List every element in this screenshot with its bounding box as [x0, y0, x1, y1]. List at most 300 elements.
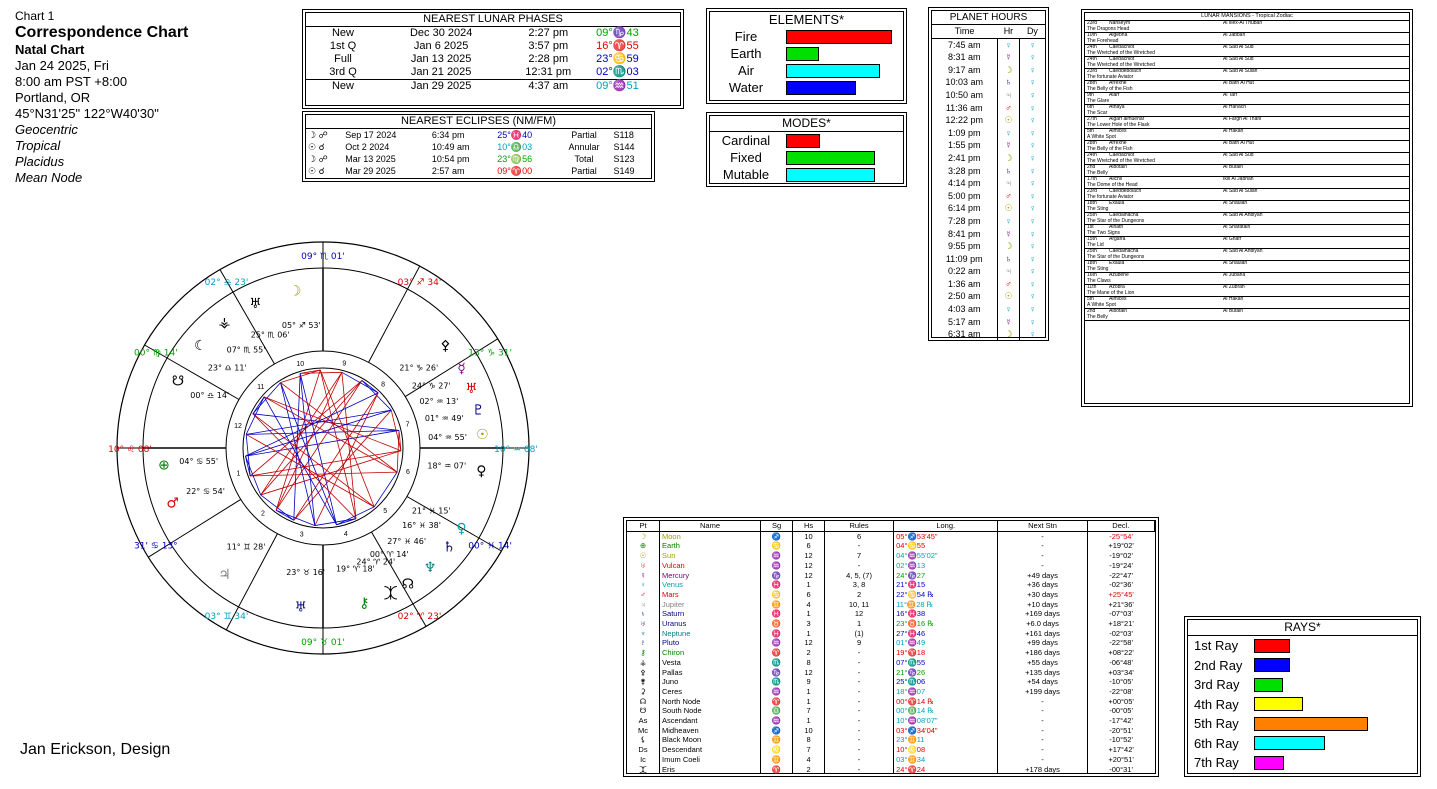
element-bar: [786, 81, 856, 95]
mansion-arabic: Al Sad Al Sud: [1223, 44, 1254, 50]
planet-name: Mars: [660, 590, 761, 600]
element-label: Air: [738, 63, 754, 78]
planet-symbol: Ic: [627, 755, 660, 765]
planet-rules: -: [824, 668, 893, 678]
planet-hour-row: [932, 240, 1045, 253]
planet-next-station: +55 days: [998, 658, 1087, 668]
mansion-name: Nahseym: [1109, 20, 1131, 26]
planet-longitude: 23°♉16 ℞: [894, 619, 998, 629]
planet-sign: ♋: [761, 541, 793, 551]
planet-row: [627, 600, 1155, 610]
day-ruler: ♀: [1029, 127, 1037, 138]
planet-declination: -00°05': [1109, 706, 1133, 716]
mansion-number: 17th: [1087, 176, 1097, 182]
planet-symbol: ⊕: [627, 541, 660, 551]
planet-rules: 3, 8: [824, 580, 893, 590]
planet-hour-row: [932, 290, 1045, 303]
ray-bar-cell: [1248, 656, 1374, 676]
planet-next-station: +49 days: [998, 571, 1087, 581]
planet-next-station: -: [998, 551, 1087, 561]
eclipse-type: Partial: [571, 130, 597, 140]
planet-sign: ♓: [761, 629, 793, 639]
planet-hours-title: PLANET HOURS: [932, 11, 1045, 25]
mansion-description: The Belly: [1087, 313, 1108, 320]
planet-rules: 6: [824, 531, 893, 541]
mansion-description: The fortunate Aviator: [1087, 73, 1134, 80]
planet-longitude: 10°♌08: [894, 745, 998, 755]
hour-time: 1:55 pm: [932, 139, 997, 152]
planet-position-label: 19° ♈ 18': [335, 564, 375, 574]
planet-next-station: +6.0 days: [998, 619, 1087, 629]
planet-row: [627, 697, 1155, 707]
eclipses-table: [306, 129, 651, 177]
chart-title: Correspondence Chart: [15, 24, 189, 41]
planet-name: Juno: [660, 677, 761, 687]
planet-position-label: 00° ♎ 14': [190, 391, 230, 401]
planet-symbol: ♆: [627, 629, 660, 639]
element-row: [710, 62, 896, 79]
planet-rules: 2: [824, 590, 893, 600]
mansion-description: The Belly of the Fish: [1087, 145, 1133, 152]
planet-next-station: -: [998, 726, 1087, 736]
mansion-description: The Wretched of the Wretched: [1087, 157, 1155, 164]
eclipse-row: [306, 129, 651, 141]
planet-house: 12: [793, 551, 825, 561]
planet-symbol: ☊: [627, 697, 660, 707]
house-number: 8: [381, 381, 385, 389]
planet-declination: -19°02': [1109, 551, 1133, 561]
planet-row: [627, 638, 1155, 648]
cusp-label: 00° ♓ 14': [468, 541, 512, 552]
planet-house: 7: [793, 706, 825, 716]
mansion-arabic: Al Tarf: [1223, 92, 1238, 98]
mode-label: Cardinal: [721, 133, 771, 148]
lunar-phases-table: [306, 27, 680, 93]
planet-longitude: 25°♏06: [894, 677, 998, 687]
day-ruler: ♀: [1029, 228, 1037, 239]
planet-next-station: -: [998, 745, 1087, 755]
planet-row: [627, 571, 1155, 581]
hour-ruler: ♄: [997, 165, 1020, 178]
phase-position: 09°♒51: [596, 80, 639, 92]
cusp-label: 00° ♍ 14': [134, 348, 178, 359]
planet-name: Sun: [660, 551, 761, 561]
planet-rules: (1): [824, 629, 893, 639]
mansion-arabic: Al Sad Al Sulah: [1223, 188, 1258, 194]
planet-hour-row: [932, 102, 1045, 115]
planet-position-label: 24° ♑ 27': [411, 381, 451, 391]
planet-house: 2: [793, 648, 825, 658]
planet-rules: -: [824, 561, 893, 571]
mansion-name: Arrexhe: [1109, 80, 1127, 86]
planet-row: [627, 765, 1155, 775]
element-row: [710, 28, 896, 45]
planet-glyph: ♀: [456, 521, 467, 537]
planet-row: [627, 609, 1155, 619]
planet-house: 8: [793, 658, 825, 668]
house-number: 9: [342, 360, 347, 368]
mansion-name: Arrexhe: [1109, 140, 1127, 146]
mansion-number: 23rd: [1087, 20, 1098, 26]
planet-row: [627, 619, 1155, 629]
planet-next-station: -: [998, 735, 1087, 745]
planets-table-panel: [626, 520, 1156, 774]
mansion-arabic: Al Sad Al Sulah: [1223, 68, 1258, 74]
planet-hour-row: [932, 215, 1045, 228]
ray-label: 5th Ray: [1194, 716, 1239, 731]
planet-symbol: As: [627, 716, 660, 726]
house-number: 11: [257, 383, 265, 391]
hour-ruler: ☉: [997, 202, 1020, 215]
planet-rules: -: [824, 658, 893, 668]
planet-name: Pallas: [660, 668, 761, 678]
planet-house: 1: [793, 580, 825, 590]
lunar-phase-row: [306, 40, 680, 53]
planet-hours-col-header: Hr: [1003, 26, 1014, 36]
day-ruler: ♀: [1029, 241, 1037, 252]
planet-longitude: 02°♒13: [894, 561, 998, 571]
eclipse-row: [306, 141, 651, 153]
planet-name: Eris: [660, 765, 761, 775]
planet-rules: -: [824, 697, 893, 707]
mode-label: Mutable: [722, 167, 770, 182]
element-bar-cell: [782, 28, 896, 45]
hour-time: 4:14 pm: [932, 177, 997, 190]
hour-ruler: ♀: [997, 127, 1020, 140]
planet-name: Neptune: [660, 629, 761, 639]
chart-number: Chart 1: [15, 9, 55, 23]
eclipse-saros: S123: [613, 154, 635, 164]
element-label: Water: [728, 80, 764, 95]
planet-longitude: 19°♈18: [894, 648, 998, 658]
mansion-number: 10th: [1087, 32, 1097, 38]
eclipse-saros: S144: [613, 142, 635, 152]
planet-symbol: Mc: [627, 726, 660, 736]
mansion-number: 23rd: [1087, 68, 1098, 74]
ray-bar-cell: [1248, 636, 1374, 656]
hour-time: 11:09 pm: [932, 253, 997, 266]
planet-name: Imum Coeli: [660, 755, 761, 765]
planet-rules: 12: [824, 609, 893, 619]
planet-symbol: ⚵: [627, 677, 660, 687]
planet-next-station: +186 days: [998, 648, 1087, 658]
planet-name: Moon: [660, 531, 761, 541]
mansion-description: The Two Signs: [1087, 229, 1120, 236]
element-bar: [786, 30, 892, 44]
planet-declination: -22°08': [1109, 686, 1133, 696]
hour-time: 8:31 am: [932, 51, 997, 64]
planet-hour-row: [932, 114, 1045, 127]
natal-chart-wheel: [105, 236, 541, 660]
cusp-label: 09° ♏ 01': [301, 252, 345, 262]
eclipse-symbol: ☉ ☌: [308, 142, 325, 152]
mansion-name: Azobra: [1109, 284, 1125, 290]
mode-row: [710, 132, 879, 149]
eclipse-type: Annular: [568, 142, 600, 152]
ray-row: [1188, 734, 1374, 754]
ray-label: 2nd Ray: [1194, 657, 1243, 673]
ray-row: [1188, 714, 1374, 734]
planet-declination: +21°36': [1108, 599, 1134, 609]
eclipse-saros: S149: [613, 166, 635, 176]
planet-longitude: 05°♐53'45": [894, 531, 998, 541]
planet-row: [627, 541, 1155, 551]
planet-position-label: 21° ♑ 26': [399, 363, 439, 373]
mansion-number: 6th: [1087, 104, 1094, 110]
planet-next-station: -: [998, 706, 1087, 716]
mode-row: [710, 166, 879, 183]
planet-row: [627, 658, 1155, 668]
phase-time: 3:57 pm: [528, 40, 569, 52]
mansion-name: Albotain: [1109, 164, 1128, 170]
cusp-label: 31' ♋ 13°: [134, 541, 178, 552]
planet-hour-row: [932, 177, 1045, 190]
design-credit: Jan Erickson, Design: [20, 741, 171, 758]
planet-house: 4: [793, 755, 825, 765]
phase-date: Jan 21 2025: [410, 66, 472, 78]
planet-house: 6: [793, 541, 825, 551]
planet-glyph: ♆: [423, 559, 437, 576]
planet-symbol: ♄: [627, 609, 660, 619]
planet-row: [627, 668, 1155, 678]
planet-hour-row: [932, 38, 1045, 51]
mansion-description: The Star of the Dungeons: [1087, 253, 1145, 260]
chart-place: Portland, OR: [15, 90, 91, 105]
house-number: 4: [343, 531, 348, 539]
cusp-label: 03° ♊ 34': [204, 612, 249, 623]
eclipse-time: 6:34 pm: [431, 130, 465, 140]
mansion-number: 11th: [1087, 284, 1097, 290]
planet-name: Vesta: [660, 658, 761, 668]
planet-next-station: +178 days: [998, 765, 1087, 775]
mansion-name: Almices: [1109, 296, 1127, 302]
planet-sign: ♐: [761, 531, 793, 541]
day-ruler: ♀: [1029, 52, 1037, 63]
planet-sign: ♏: [761, 658, 793, 668]
planet-symbol: ☿: [627, 571, 660, 581]
setting-house-system: Placidus: [15, 154, 65, 169]
planets-col-header: Long.: [894, 521, 998, 531]
planet-position-label: 04° ♋ 55': [179, 457, 219, 467]
ray-label: 1st Ray: [1194, 638, 1239, 653]
planet-next-station: +36 days: [998, 580, 1087, 590]
hour-ruler: ♀: [997, 38, 1020, 51]
planet-declination: -07°03': [1109, 609, 1133, 619]
eclipse-symbol: ☽ ☍: [308, 154, 328, 164]
planet-sign: ♈: [761, 765, 793, 775]
eclipse-time: 10:49 am: [431, 142, 470, 152]
planet-name: Midheaven: [660, 726, 761, 736]
planet-next-station: +169 days: [998, 609, 1087, 619]
mansion-name: Alichil: [1109, 176, 1123, 182]
planet-hour-row: [932, 228, 1045, 241]
eclipses-panel: [305, 114, 652, 179]
planet-hour-row: [932, 152, 1045, 165]
mansion-arabic: Al Batn Al Hut: [1223, 80, 1254, 86]
eclipse-time: 10:54 pm: [431, 154, 470, 164]
mansion-name: Caedalhacha: [1109, 212, 1139, 218]
chart-time: 8:00 am PST +8:00: [15, 74, 128, 89]
planet-row: [627, 551, 1155, 561]
planet-hour-row: [932, 64, 1045, 77]
planet-symbol: ☉: [627, 551, 660, 561]
planet-name: Ceres: [660, 687, 761, 697]
planet-house: 12: [793, 561, 825, 571]
mansion-arabic: Al Hakah: [1223, 128, 1244, 134]
planet-declination: +03°34': [1108, 667, 1134, 677]
planet-next-station: +135 days: [998, 668, 1087, 678]
planet-hour-row: [932, 190, 1045, 203]
aspect-ring: [243, 368, 403, 528]
planet-name: Ascendant: [660, 716, 761, 726]
hour-time: 5:17 am: [932, 316, 997, 329]
mode-bar: [786, 151, 875, 165]
hour-ruler: ☉: [997, 114, 1020, 127]
planet-symbol: Ds: [627, 745, 660, 755]
eclipse-date: Oct 2 2024: [345, 142, 390, 152]
mansion-number: 24th: [1087, 44, 1097, 50]
phase-position: 23°♋59: [596, 53, 639, 65]
planet-symbol: ♂: [627, 590, 660, 600]
planet-hour-row: [932, 165, 1045, 178]
planet-hour-row: [932, 139, 1045, 152]
planet-declination: -19°24': [1109, 560, 1133, 570]
eclipses-title: NEAREST ECLIPSES (NM/FM): [306, 115, 651, 129]
hour-ruler: ☿: [997, 316, 1020, 329]
planet-declination: -06°48': [1109, 657, 1133, 667]
mansion-description: The Claws: [1087, 277, 1111, 284]
elements-title: ELEMENTS*: [768, 12, 845, 27]
day-ruler: ♀: [1029, 39, 1037, 50]
cusp-label: 02° ♎ 23': [204, 277, 249, 288]
mansion-arabic: Al Fargh Al Thani: [1223, 116, 1262, 122]
planet-position-label: 04° ♒ 55': [428, 433, 467, 443]
mansion-description: The Wretched of the Wretched: [1087, 49, 1155, 56]
planet-sign: ♉: [761, 619, 793, 629]
mansion-description: The Scar: [1087, 109, 1108, 116]
mansion-name: Caeddebolach: [1109, 68, 1142, 74]
modes-panel: [709, 115, 904, 184]
planet-next-station: -: [998, 716, 1087, 726]
planet-house: 12: [793, 571, 825, 581]
house-number: 5: [383, 508, 388, 516]
planet-house: 2: [793, 765, 825, 775]
planet-house: 12: [793, 638, 825, 648]
planet-house: 1: [793, 716, 825, 726]
planet-declination: -25°54': [1109, 531, 1133, 541]
planet-name: Vulcan: [660, 561, 761, 571]
planet-longitude: 21°♑26: [894, 668, 998, 678]
ray-bar: [1254, 756, 1284, 770]
planet-sign: ♊: [761, 735, 793, 745]
planet-longitude: 00°♈14 ℞: [894, 697, 998, 707]
ray-row: [1188, 656, 1374, 676]
planets-table: [627, 521, 1155, 774]
element-label: Fire: [734, 29, 758, 44]
hour-time: 9:17 am: [932, 64, 997, 77]
phase-date: Jan 29 2025: [410, 80, 472, 92]
planet-symbol: ⚶: [627, 658, 660, 668]
eclipse-symbol: ☉ ☌: [308, 166, 325, 176]
hour-time: 7:45 am: [932, 38, 997, 51]
planet-row: [627, 716, 1155, 726]
day-ruler: ♀: [1029, 291, 1037, 302]
planet-hour-row: [932, 316, 1045, 329]
hour-time: 10:03 am: [932, 76, 997, 89]
planet-sign: ♌: [761, 745, 793, 755]
planet-rules: -: [824, 677, 893, 687]
planet-longitude: 23°♊11: [894, 735, 998, 745]
hour-ruler: ☿: [997, 51, 1020, 64]
planet-name: Chiron: [660, 648, 761, 658]
planet-sign: ♊: [761, 755, 793, 765]
planet-name: Venus: [660, 580, 761, 590]
planet-position-label: 21° ♓ 15': [411, 506, 451, 516]
day-ruler: ♀: [1029, 89, 1037, 100]
planet-house: 10: [793, 726, 825, 736]
planet-declination: +20°51': [1108, 754, 1134, 764]
planet-position-label: 01° ♒ 49': [424, 413, 464, 423]
planet-hour-row: [932, 202, 1045, 215]
phase-date: Jan 6 2025: [413, 40, 469, 52]
hour-ruler: ♃: [997, 265, 1020, 278]
phase-name: 1st Q: [329, 40, 357, 52]
hour-ruler: ♃: [997, 177, 1020, 190]
ray-bar-cell: [1248, 675, 1374, 695]
planet-sign: ♐: [761, 726, 793, 736]
planet-hour-row: [932, 265, 1045, 278]
planet-rules: -: [824, 716, 893, 726]
lunar-phase-row: [306, 27, 680, 40]
planet-glyph: ⚷: [359, 595, 370, 612]
planet-next-station: +99 days: [998, 638, 1087, 648]
ray-bar: [1254, 658, 1290, 672]
eclipse-date: Mar 29 2025: [345, 166, 396, 176]
hour-ruler: ☽: [997, 152, 1020, 165]
mansion-description: The Belly of the Fish: [1087, 85, 1133, 92]
planet-row: [627, 531, 1155, 541]
mansion-description: A White Spot: [1087, 133, 1116, 140]
mode-bar: [786, 134, 820, 148]
house-number: 6: [406, 468, 410, 476]
planet-rules: -: [824, 765, 893, 775]
mansion-description: The Sting: [1087, 265, 1109, 272]
planet-row: [627, 561, 1155, 571]
modes-table: [710, 132, 879, 183]
planet-longitude: 07°♏55: [894, 658, 998, 668]
ray-label: 4th Ray: [1194, 696, 1239, 712]
hour-time: 4:03 am: [932, 303, 997, 316]
planet-next-station: -: [998, 561, 1087, 571]
mansion-name: Caedachiot: [1109, 152, 1135, 158]
mansion-number: 1st: [1087, 224, 1094, 230]
phase-name: 3rd Q: [329, 66, 357, 78]
mansion-number: 25th: [1087, 248, 1097, 254]
planet-longitude: 01°♒49: [894, 638, 998, 648]
planet-declination: -10°05': [1109, 677, 1133, 687]
hour-time: 7:28 pm: [932, 215, 997, 228]
cusp-label: 10° ♒ 08': [494, 445, 538, 455]
planet-sign: ♑: [761, 668, 793, 678]
mansion-description: The Lower Hole of the Flask: [1087, 121, 1150, 128]
planet-sign: ♎: [761, 706, 793, 716]
planet-glyph: ☾: [194, 338, 207, 355]
planet-glyph: ⊕: [158, 457, 170, 474]
house-cusp-line: [170, 499, 240, 543]
planet-declination: +17°42': [1108, 745, 1134, 755]
phase-position: 09°♑43: [596, 27, 639, 39]
planet-position-label: 24° ♈ 24': [356, 557, 396, 567]
